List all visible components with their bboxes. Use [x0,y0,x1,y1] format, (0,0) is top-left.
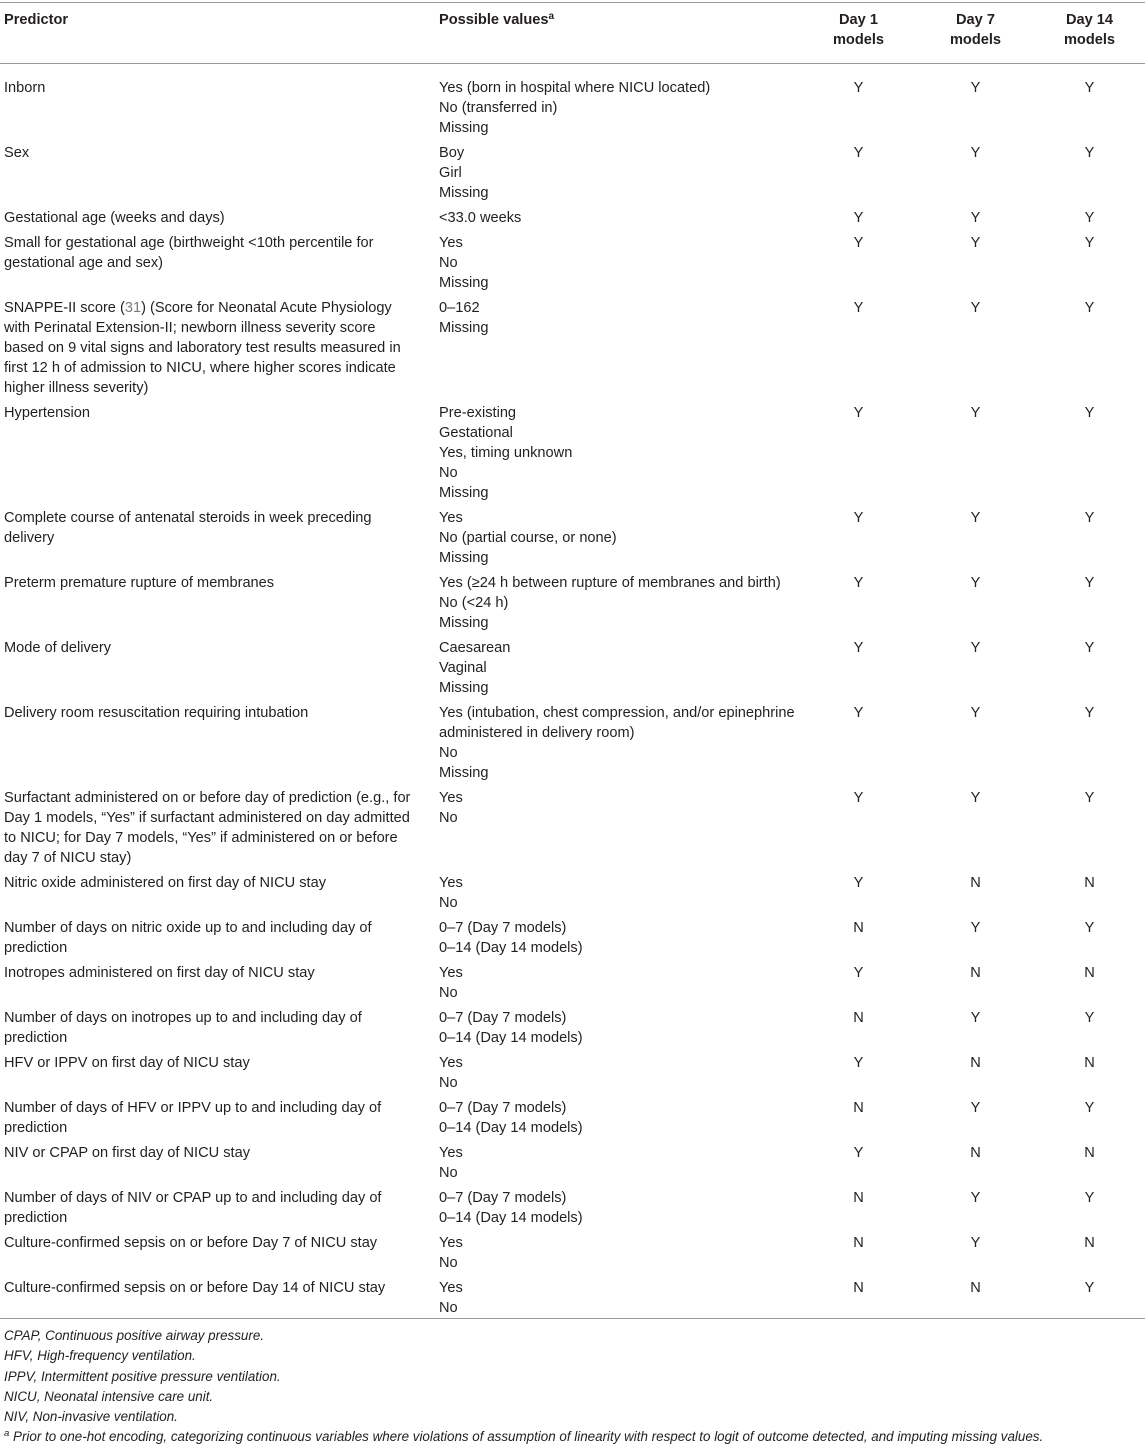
day7-cell: Y [970,790,981,806]
day14-cell: Y [1084,920,1095,936]
day14-cell: Y [1084,1280,1095,1296]
possible-value: 0–14 (Day 14 models) [439,1120,583,1136]
predictor-cell: Preterm premature rupture of membranes [4,575,275,591]
day14-cell: N [1084,1235,1095,1251]
predictor-cell: Inborn [4,80,46,96]
possible-value: No [439,1300,458,1316]
predictor-cell: Number of days of HFV or IPPV up to and including day of prediction [4,1100,382,1136]
possible-value: Missing [439,275,489,291]
table-row [0,143,1145,208]
footnote-a-marker: a [4,1428,10,1440]
predictor-cell [0,298,436,403]
day1-cell: N [853,1010,864,1026]
table-row [0,703,1145,788]
predictor-cell: Delivery room resuscitation requiring intubation [4,705,309,721]
possible-value: Pre-existing [439,405,517,421]
possible-value: <33.0 weeks [439,210,522,226]
possible-value: Gestational [439,425,513,441]
header-day14-line2: models [1063,32,1116,48]
day1-cell: N [853,1235,864,1251]
possible-value: Yes, timing unknown [439,445,573,461]
day7-cell: Y [970,80,981,96]
day7-cell: Y [970,920,981,936]
day1-cell: Y [853,705,864,721]
abbrev-ippv: IPPV, Intermittent positive pressure ventilation. [4,1368,281,1384]
table-body [0,67,1145,1323]
possible-values-cell [436,508,800,573]
day14-cell: Y [1084,510,1095,526]
day1-cell: Y [853,300,864,316]
day7-cell: N [970,1055,981,1071]
possible-value: No [439,895,458,911]
day7-cell: Y [970,640,981,656]
header-day7-line1: Day 7 [956,12,995,28]
possible-value: Yes [439,1145,463,1161]
table-row [0,208,1145,233]
day14-cell: Y [1084,1190,1095,1206]
day7-cell: Y [970,1190,981,1206]
day7-cell: Y [970,1235,981,1251]
day14-cell: Y [1084,1010,1095,1026]
possible-value: 0–7 (Day 7 models) [439,1010,567,1026]
day7-cell: N [970,1145,981,1161]
possible-values-cell [436,1008,800,1053]
day1-cell: Y [853,1145,864,1161]
day7-cell: N [970,965,981,981]
footnote-a [4,1427,1139,1447]
header-possible-values [436,6,800,67]
day1-cell: Y [853,965,864,981]
possible-values-cell [436,298,800,403]
day14-cell: N [1084,965,1095,981]
header-day1-line1: Day 1 [839,12,878,28]
footnote-marker: a [548,11,555,22]
day7-cell: Y [970,145,981,161]
possible-value: Yes [439,965,463,981]
abbrev-hfv: HFV, High-frequency ventilation. [4,1348,196,1364]
day1-cell: Y [853,875,864,891]
possible-value: 0–14 (Day 14 models) [439,1210,583,1226]
day14-cell: Y [1084,790,1095,806]
day14-cell: Y [1084,640,1095,656]
possible-value: Yes [439,1235,463,1251]
day14-cell: Y [1084,705,1095,721]
header-day1-line2: models [832,32,885,48]
table-row [0,1233,1145,1278]
table-footnotes [4,1326,1139,1448]
day14-cell: N [1084,875,1095,891]
possible-values-cell [436,1188,800,1233]
possible-value: No [439,985,458,1001]
predictor-cell: NIV or CPAP on first day of NICU stay [4,1145,251,1161]
possible-value: Missing [439,320,489,336]
day1-cell: Y [853,790,864,806]
possible-value: No [439,745,458,761]
day1-cell: N [853,920,864,936]
day7-cell: Y [970,1010,981,1026]
possible-value: Caesarean [439,640,511,656]
predictor-cell: Sex [4,145,30,161]
day1-cell: Y [853,80,864,96]
day1-cell: Y [853,575,864,591]
possible-values-cell [436,703,800,788]
day7-cell: Y [970,405,981,421]
day14-cell: Y [1084,405,1095,421]
possible-value: Girl [439,165,462,181]
possible-value: 0–7 (Day 7 models) [439,920,567,936]
day1-cell: Y [853,210,864,226]
day14-cell: Y [1084,1100,1095,1116]
possible-values-cell [436,573,800,638]
predictor-cell: Culture-confirmed sepsis on or before Day 14 of NICU stay [4,1280,386,1296]
day7-cell: Y [970,300,981,316]
possible-value: Yes (intubation, chest compression, and/or epinephrine administered in delivery room) [439,705,795,741]
possible-values-cell [436,1143,800,1188]
possible-value: Missing [439,680,489,696]
abbrev-niv: NIV, Non-invasive ventilation. [4,1409,178,1425]
possible-values-cell [436,208,800,233]
possible-value: No [439,255,458,271]
possible-value: Yes [439,1055,463,1071]
day7-cell: Y [970,1100,981,1116]
possible-value: Vaginal [439,660,487,676]
possible-value: No [439,465,458,481]
possible-value: Boy [439,145,465,161]
possible-value: Yes [439,510,463,526]
table-row [0,508,1145,573]
possible-values-cell [436,1278,800,1323]
possible-value: 0–162 [439,300,480,316]
possible-value: No (transferred in) [439,100,558,116]
predictor-cell: Number of days on inotropes up to and including day of prediction [4,1010,362,1046]
day14-cell: N [1084,1055,1095,1071]
possible-value: Yes (≥24 h between rupture of membranes and birth) [439,575,781,591]
day1-cell: N [853,1280,864,1296]
predictor-cell: Number of days of NIV or CPAP up to and including day of prediction [4,1190,382,1226]
top-rule [0,2,1145,3]
possible-values-cell [436,67,800,143]
day14-cell: Y [1084,235,1095,251]
possible-values-cell [436,918,800,963]
predictor-cell: Gestational age (weeks and days) [4,210,225,226]
day1-cell: Y [853,510,864,526]
day7-cell: Y [970,510,981,526]
possible-values-cell [436,873,800,918]
possible-values-cell [436,233,800,298]
header-possible-values-label: Possible values [439,12,549,28]
possible-value: No (<24 h) [439,595,509,611]
predictor-table [0,6,1145,1323]
possible-value: Missing [439,485,489,501]
possible-values-cell [436,788,800,873]
possible-values-cell [436,1233,800,1278]
table-header-row [0,6,1145,67]
possible-value: Missing [439,765,489,781]
possible-value: No [439,810,458,826]
table-row [0,403,1145,508]
predictor-cell: Culture-confirmed sepsis on or before Day 7 of NICU stay [4,1235,378,1251]
footnote-a-text: Prior to one-hot encoding, categorizing continuous variables where violations of assumption of linearity with respect to logit of outcome detected, and imputing missing values. [13,1429,1044,1445]
day1-cell: N [853,1100,864,1116]
possible-value: No [439,1165,458,1181]
table-row [0,638,1145,703]
possible-value: No [439,1075,458,1091]
day7-cell: Y [970,210,981,226]
abbrev-cpap: CPAP, Continuous positive airway pressure. [4,1328,265,1343]
possible-value: 0–14 (Day 14 models) [439,940,583,956]
predictor-cell: Complete course of antenatal steroids in week preceding delivery [4,510,372,546]
day1-cell: Y [853,145,864,161]
day14-cell: Y [1084,80,1095,96]
table-row [0,788,1145,873]
predictor-cell: Small for gestational age (birthweight <10th percentile for gestational age and sex) [4,235,374,271]
day1-cell: Y [853,1055,864,1071]
table-row [0,573,1145,638]
predictor-text: SNAPPE-II score ( [4,300,125,316]
header-day14 [1034,6,1145,67]
possible-value: No [439,1255,458,1271]
header-day7 [917,6,1034,67]
possible-value: Missing [439,550,489,566]
day14-cell: Y [1084,145,1095,161]
table-row [0,873,1145,918]
day1-cell: N [853,1190,864,1206]
predictor-cell: Number of days on nitric oxide up to and including day of prediction [4,920,372,956]
table-row [0,67,1145,143]
predictor-cell: Mode of delivery [4,640,112,656]
predictor-cell: Nitric oxide administered on first day of NICU stay [4,875,326,891]
table-row [0,1188,1145,1233]
header-day14-line1: Day 14 [1065,12,1114,28]
header-day1 [800,6,917,67]
predictor-cell: Inotropes administered on first day of NICU stay [4,965,315,981]
possible-values-cell [436,1098,800,1143]
day7-cell: N [970,875,981,891]
possible-values-cell [436,638,800,703]
possible-value: Missing [439,185,489,201]
table-row [0,1278,1145,1323]
table-row [0,1008,1145,1053]
abbrev-nicu: NICU, Neonatal intensive care unit. [4,1388,214,1404]
table-row [0,1143,1145,1188]
header-predictor: Predictor [4,12,69,28]
day14-cell: Y [1084,575,1095,591]
possible-value: Yes [439,1280,463,1296]
possible-values-cell [436,1053,800,1098]
day7-cell: N [970,1280,981,1296]
possible-value: No (partial course, or none) [439,530,617,546]
table-row [0,1098,1145,1143]
possible-value: 0–14 (Day 14 models) [439,1030,583,1046]
day1-cell: Y [853,640,864,656]
possible-value: 0–7 (Day 7 models) [439,1190,567,1206]
day14-cell: N [1084,1145,1095,1161]
reference-link[interactable]: 31 [124,300,142,316]
header-day7-line2: models [949,32,1002,48]
day14-cell: Y [1084,210,1095,226]
table-row [0,963,1145,1008]
possible-value: Yes [439,790,463,806]
possible-value: Yes [439,235,463,251]
possible-value: Yes (born in hospital where NICU located) [439,80,711,96]
table-row [0,1053,1145,1098]
predictor-text: ) (Score for Neonatal Acute Physiology with Perinatal Extension-II; newborn illness severity score based on 9 vital signs and laboratory test results measured in first 12 h of admission to NICU, where higher scores indicate higher illness severity) [4,300,401,396]
day1-cell: Y [853,235,864,251]
possible-values-cell [436,963,800,1008]
day1-cell: Y [853,405,864,421]
day7-cell: Y [970,575,981,591]
possible-value: Yes [439,875,463,891]
day7-cell: Y [970,705,981,721]
table-row [0,298,1145,403]
predictor-cell: Surfactant administered on or before day of prediction (e.g., for Day 1 models, “Yes” if surfactant administered on day admitted to NICU; for Day 7 models, “Yes” if administered on or before day 7 of NICU stay) [4,790,411,866]
possible-values-cell [436,143,800,208]
predictor-cell: Hypertension [4,405,90,421]
possible-values-cell [436,403,800,508]
day7-cell: Y [970,235,981,251]
day14-cell: Y [1084,300,1095,316]
possible-value: Missing [439,120,489,136]
possible-value: 0–7 (Day 7 models) [439,1100,567,1116]
possible-value: Missing [439,615,489,631]
table-row [0,918,1145,963]
table-row [0,233,1145,298]
predictor-cell: HFV or IPPV on first day of NICU stay [4,1055,250,1071]
